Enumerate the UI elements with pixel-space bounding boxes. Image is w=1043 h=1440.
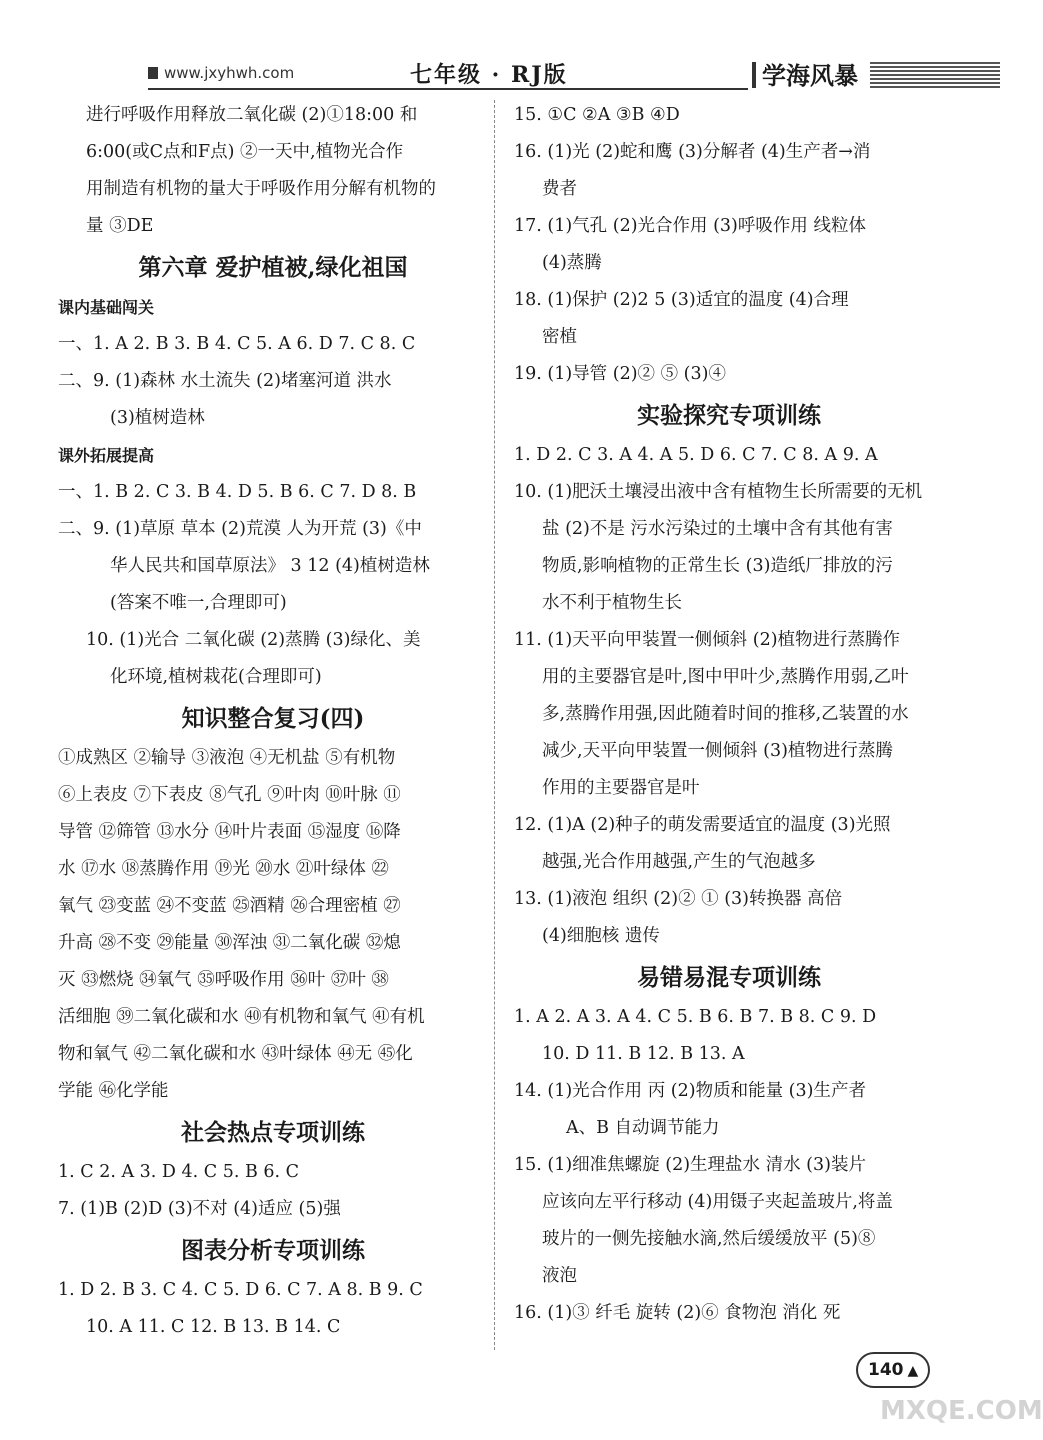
- answer-line: 11. (1)天平向甲装置一侧倾斜 (2)植物进行蒸腾作: [514, 630, 901, 650]
- page-header: [0, 0, 1000, 100]
- answer-line: 1. A 2. A 3. A 4. C 5. B 6. B 7. B 8. C 9. D: [514, 1007, 877, 1027]
- right-column: [514, 97, 944, 1332]
- answer-line: 灭 ㉝燃烧 ㉞氧气 ㉟呼吸作用 ㊱叶 ㊲叶 ㊳: [58, 970, 389, 990]
- answer-line: A、B 自动调节能力: [566, 1118, 720, 1138]
- answer-line: 14. (1)光合作用 丙 (2)物质和能量 (3)生产者: [514, 1081, 866, 1101]
- answer-line: 19. (1)导管 (2)② ⑤ (3)④: [514, 364, 726, 384]
- answer-line: 一、1. A 2. B 3. B 4. C 5. A 6. D 7. C 8. C: [58, 334, 416, 354]
- answer-line: 活细胞 ㊴二氧化碳和水 ㊵有机物和氧气 ㊶有机: [58, 1007, 425, 1027]
- left-column: [58, 97, 488, 1346]
- answer-line: 用的主要器官是叶,图中甲叶少,蒸腾作用弱,乙叶: [542, 667, 909, 687]
- answer-line: 10. (1)光合 二氧化碳 (2)蒸腾 (3)绿化、美: [86, 630, 421, 650]
- answer-line: 15. (1)细准焦螺旋 (2)生理盐水 清水 (3)装片: [514, 1155, 866, 1175]
- answer-line: 量 ③DE: [86, 216, 154, 236]
- section-title: 易错易混专项训练: [637, 964, 821, 991]
- answer-line: 10. (1)肥沃土壤浸出液中含有植物生长所需要的无机: [514, 482, 923, 502]
- answer-line: 16. (1)③ 纤毛 旋转 (2)⑥ 食物泡 消化 死: [514, 1303, 841, 1323]
- answer-line: 18. (1)保护 (2)2 5 (3)适宜的温度 (4)合理: [514, 290, 849, 310]
- answer-line: 物质,影响植物的正常生长 (3)造纸厂排放的污: [542, 556, 893, 576]
- answer-line: 物和氧气 ㊷二氧化碳和水 ㊸叶绿体 ㊹无 ㊺化: [58, 1044, 413, 1064]
- answer-line: 液泡: [542, 1266, 577, 1286]
- brand-logo: 学海风暴: [752, 56, 858, 91]
- answer-line: 进行呼吸作用释放二氧化碳 (2)①18:00 和: [86, 105, 418, 125]
- answer-line: 应该向左平行移动 (4)用镊子夹起盖玻片,将盖: [542, 1192, 893, 1212]
- answer-line: 水 ⑰水 ⑱蒸腾作用 ⑲光 ⑳水 ㉑叶绿体 ㉒: [58, 859, 389, 879]
- answer-line: 1. C 2. A 3. D 4. C 5. B 6. C: [58, 1162, 300, 1182]
- answer-line: (4)蒸腾: [542, 253, 602, 273]
- answer-line: ⑥上表皮 ⑦下表皮 ⑧气孔 ⑨叶肉 ⑩叶脉 ⑪: [58, 785, 401, 805]
- answer-line: 17. (1)气孔 (2)光合作用 (3)呼吸作用 线粒体: [514, 216, 866, 236]
- answer-line: 学能 ㊻化学能: [58, 1081, 169, 1101]
- answer-line: 华人民共和国草原法》 3 12 (4)植树造林: [110, 556, 430, 576]
- answer-line: 10. D 11. B 12. B 13. A: [542, 1044, 745, 1064]
- chapter-title: 第六章 爱护植被,绿化祖国: [138, 254, 408, 281]
- column-divider: [494, 100, 495, 1350]
- answer-line: 16. (1)光 (2)蛇和鹰 (3)分解者 (4)生产者→消: [514, 142, 871, 162]
- answer-line: 水不利于植物生长: [542, 593, 682, 613]
- page-number: [856, 1352, 930, 1388]
- page-number-text: 140: [868, 1360, 904, 1380]
- answer-line: 密植: [542, 327, 577, 347]
- answer-line: 二、9. (1)草原 草本 (2)荒漠 人为开荒 (3)《中: [58, 519, 422, 539]
- section-title: 社会热点专项训练: [181, 1119, 365, 1146]
- answer-line: 10. A 11. C 12. B 13. B 14. C: [86, 1317, 341, 1337]
- answer-line: 15. ①C ②A ③B ④D: [514, 105, 680, 125]
- website-url: www.jxyhwh.com: [148, 64, 294, 82]
- subsection-title: 课外拓展提高: [58, 446, 155, 465]
- answer-line: 6:00(或C点和F点) ②一天中,植物光合作: [86, 142, 404, 162]
- grade-edition: 七年级 · RJ版: [410, 62, 568, 88]
- answer-line: 导管 ⑫筛管 ⑬水分 ⑭叶片表面 ⑮湿度 ⑯降: [58, 822, 401, 842]
- decorative-stripes: [870, 62, 1000, 88]
- answer-line: 13. (1)液泡 组织 (2)② ① (3)转换器 高倍: [514, 889, 843, 909]
- section-title: 图表分析专项训练: [181, 1237, 365, 1264]
- answer-line: 作用的主要器官是叶: [542, 778, 700, 798]
- answer-line: 盐 (2)不是 污水污染过的土壤中含有其他有害: [542, 519, 893, 539]
- answer-line: 升高 ㉘不变 ㉙能量 ㉚浑浊 ㉛二氧化碳 ㉜熄: [58, 933, 401, 953]
- answer-line: 多,蒸腾作用强,因此随着时间的推移,乙装置的水: [542, 704, 909, 724]
- answer-line: 7. (1)B (2)D (3)不对 (4)适应 (5)强: [58, 1199, 341, 1219]
- answer-line: 化环境,植树栽花(合理即可): [110, 667, 322, 687]
- answer-line: 用制造有机物的量大于呼吸作用分解有机物的: [86, 179, 436, 199]
- section-title: 实验探究专项训练: [637, 402, 821, 429]
- answer-line: ①成熟区 ②输导 ③液泡 ④无机盐 ⑤有机物: [58, 748, 396, 768]
- answer-line: 减少,天平向甲装置一侧倾斜 (3)植物进行蒸腾: [542, 741, 893, 761]
- answer-line: 费者: [542, 179, 577, 199]
- subsection-title: 课内基础闯关: [58, 298, 155, 317]
- answer-line: 一、1. B 2. C 3. B 4. D 5. B 6. C 7. D 8. B: [58, 482, 417, 502]
- answer-line: (4)细胞核 遗传: [542, 926, 660, 946]
- answer-line: 氧气 ㉓变蓝 ㉔不变蓝 ㉕酒精 ㉖合理密植 ㉗: [58, 896, 401, 916]
- answer-line: (答案不唯一,合理即可): [110, 593, 287, 613]
- section-title: 知识整合复习(四): [181, 705, 365, 732]
- answer-line: 1. D 2. B 3. C 4. C 5. D 6. C 7. A 8. B 9. C: [58, 1280, 423, 1300]
- answer-line: 玻片的一侧先接触水滴,然后缓缓放平 (5)⑧: [542, 1229, 876, 1249]
- header-rule: [148, 88, 748, 90]
- answer-line: (3)植树造林: [110, 408, 205, 428]
- answer-line: 12. (1)A (2)种子的萌发需要适宜的温度 (3)光照: [514, 815, 891, 835]
- answer-line: 越强,光合作用越强,产生的气泡越多: [542, 852, 816, 872]
- answer-line: 二、9. (1)森林 水土流失 (2)堵塞河道 洪水: [58, 371, 392, 391]
- watermark: MXQE.COM: [880, 1396, 1043, 1426]
- answer-line: 1. D 2. C 3. A 4. A 5. D 6. C 7. C 8. A 9. A: [514, 445, 878, 465]
